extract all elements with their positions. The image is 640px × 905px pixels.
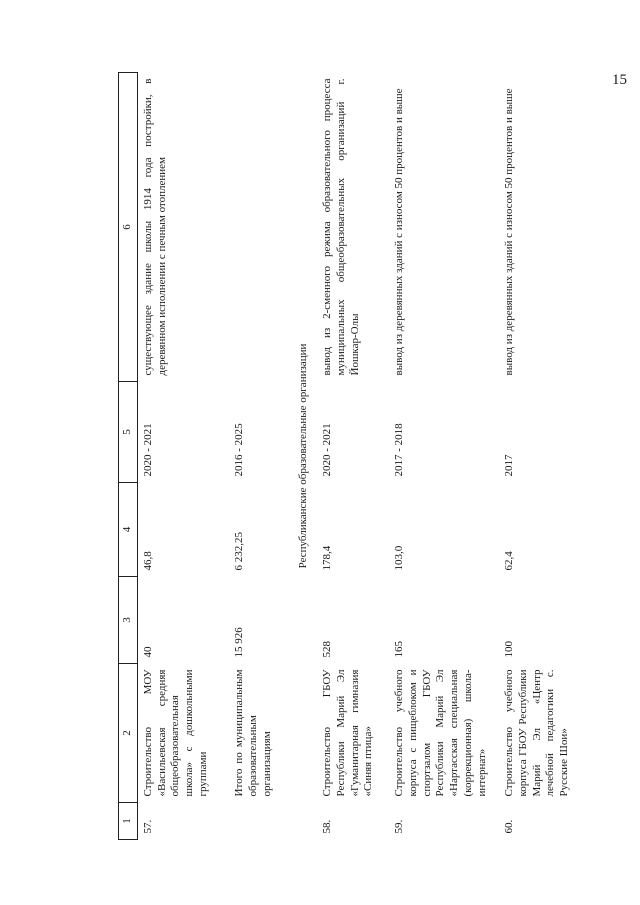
row-name: Строительство МОУ «Васильевская средняя общеобразовательная школа» с дошкольными группами [141, 669, 209, 797]
row-col5: 2020 - 2021 [321, 423, 333, 477]
row-col3: 100 [503, 641, 515, 658]
row-col6: вывод из 2-сменного режима образовательного процесса муниципальных общеобразовательных организаций г. Йошкар-Олы [321, 78, 361, 376]
col-header-3: 3 [119, 577, 138, 664]
row-col4: 46,8 [141, 551, 154, 571]
col-header-5: 5 [119, 382, 138, 483]
row-col6 [229, 73, 291, 382]
col-header-1: 1 [119, 803, 138, 840]
row-col4: 62,4 [503, 551, 515, 571]
row-col3: 15 926 [233, 627, 246, 658]
row-col5: 2020 - 2021 [141, 423, 154, 477]
table-row [389, 73, 499, 840]
row-col4: 103,0 [393, 545, 405, 571]
row-col3: 165 [393, 641, 405, 658]
row-col5: 2017 - 2018 [393, 423, 405, 477]
row-name: Строительство ГБОУ Республики Марий Эл «Гуманитарная гимназия «Синяя птица» [321, 669, 375, 797]
row-col6: вывод из деревянных зданий с износом 50 процентов и выше [393, 88, 405, 376]
row-number: 58. [321, 819, 333, 834]
row-col5: 2016 - 2025 [233, 423, 246, 477]
row-col3: 528 [321, 641, 333, 658]
row-col3: 40 [141, 646, 154, 658]
col-header-2: 2 [119, 664, 138, 803]
section-row [291, 73, 317, 840]
table-row [229, 73, 291, 840]
rotated-page [98, 20, 618, 840]
table-row [137, 73, 229, 840]
row-col6: существующее здание школы 1914 года постройки, в деревянном исполнении с печным отоплением [141, 78, 168, 376]
col-header-6: 6 [119, 73, 138, 382]
header-row [119, 73, 138, 840]
col-header-4: 4 [119, 483, 138, 577]
row-name: Строительство учебного корпуса с пищеблоком и спортзалом ГБОУ Республики Марий Эл «Нартасская специальная (коррекционная) школа-интернат» [393, 669, 488, 797]
row-number: 60. [503, 819, 515, 834]
row-col5: 2017 [503, 454, 515, 477]
row-name: Итого по муниципальным образовательным организациям [233, 669, 273, 797]
table-row [499, 73, 589, 840]
section-title: Республиканские образовательные организации [297, 343, 310, 569]
row-col4: 178,4 [321, 545, 333, 571]
row-number: 57. [141, 819, 154, 834]
row-number [229, 803, 291, 840]
row-col6: вывод из деревянных зданий с износом 50 процентов и выше [503, 88, 515, 376]
row-number: 59. [393, 819, 405, 834]
data-table [118, 72, 589, 840]
row-name: Строительство учебного корпуса ГБОУ Республики Марий Эл «Центр лечебной педагогики с. Русские Шои» [503, 669, 570, 797]
table-row [317, 73, 389, 840]
page-number: 15 [612, 72, 627, 88]
row-col4: 6 232,25 [233, 532, 246, 571]
